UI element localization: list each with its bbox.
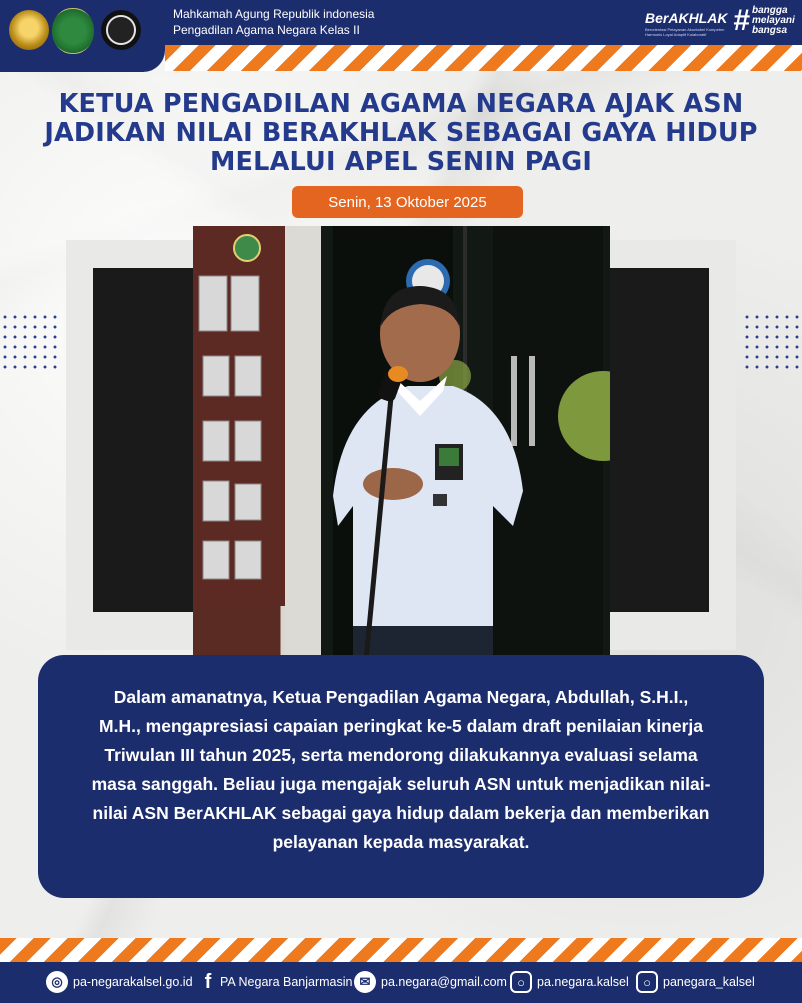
- website-label: pa-negarakalsel.go.id: [73, 975, 193, 989]
- mahkamah-agung-logo-icon: [9, 10, 49, 50]
- hashtag-icon: #: [733, 4, 750, 37]
- caption-line: masa sanggah. Beliau juga mengajak seluruh ASN untuk menjadikan nilai-: [91, 774, 711, 794]
- date-badge: Senin, 13 Oktober 2025: [292, 186, 523, 218]
- caption-line: pelayanan kepada masyarakat.: [272, 832, 530, 852]
- footer-instagram-2[interactable]: [636, 971, 755, 993]
- caption-line: Dalam amanatnya, Ketua Pengadilan Agama Negara, Abdullah, S.H.I.,: [113, 687, 689, 707]
- instagram-icon: ○: [510, 971, 532, 993]
- camera-icon: ○: [636, 971, 658, 993]
- caption-line: nilai ASN BerAKHLAK sebagai gaya hidup dalam bekerja dan memberikan: [92, 803, 710, 823]
- hazard-stripes-bottom: [0, 938, 802, 962]
- headline: [20, 90, 782, 177]
- berakhlak-brand: BerAKHLAK: [645, 10, 728, 26]
- speaker-photo: [193, 226, 610, 671]
- caption-text: [60, 683, 742, 857]
- caption-line: M.H., mengapresiasi capaian peringkat ke-5 dalam draft penilaian kinerja: [99, 716, 703, 736]
- footer-email[interactable]: [354, 971, 507, 993]
- slogan-word-2: melayani: [752, 15, 795, 26]
- mail-icon: ✉: [354, 971, 376, 993]
- org-line-2: Pengadilan Agama Negara Kelas II: [173, 23, 360, 37]
- hazard-stripes-top: [165, 45, 802, 71]
- berakhlak-tagline: Berorientasi Pelayanan Akuntabel Kompeten Harmonis Loyal Adaptif Kolaboratif: [645, 27, 725, 37]
- slogan-word-1: bangga: [752, 5, 788, 16]
- zona-integritas-logo-icon: [101, 10, 141, 50]
- pengadilan-agama-logo-icon: [52, 8, 94, 54]
- globe-icon: ◎: [46, 971, 68, 993]
- email-label: pa.negara@gmail.com: [381, 975, 507, 989]
- instagram-2-label: panegara_kalsel: [663, 975, 755, 989]
- facebook-label: PA Negara Banjarmasin: [220, 975, 353, 989]
- footer-facebook[interactable]: [201, 971, 352, 993]
- dot-pattern-left: [0, 312, 62, 372]
- org-line-1: Mahkamah Agung Republik indonesia: [173, 7, 375, 21]
- facebook-icon: f: [204, 970, 212, 993]
- photo-backdrop-right: [610, 268, 709, 612]
- footer-instagram[interactable]: [510, 971, 629, 993]
- headline-line-1: KETUA PENGADILAN AGAMA NEGARA AJAK ASN: [58, 89, 744, 119]
- speaker-photo-illustration: [193, 226, 610, 671]
- caption-line: Triwulan III tahun 2025, serta mendorong dilakukannya evaluasi selama: [104, 745, 698, 765]
- photo-backdrop-left: [93, 268, 193, 612]
- slogan-word-3: bangsa: [752, 25, 788, 36]
- dot-pattern-right: [742, 312, 802, 372]
- headline-line-2: JADIKAN NILAI BERAKHLAK SEBAGAI GAYA HIDUP: [44, 118, 758, 148]
- instagram-label: pa.negara.kalsel: [537, 975, 629, 989]
- footer-website[interactable]: [46, 971, 193, 993]
- headline-line-3: MELALUI APEL SENIN PAGI: [209, 147, 593, 177]
